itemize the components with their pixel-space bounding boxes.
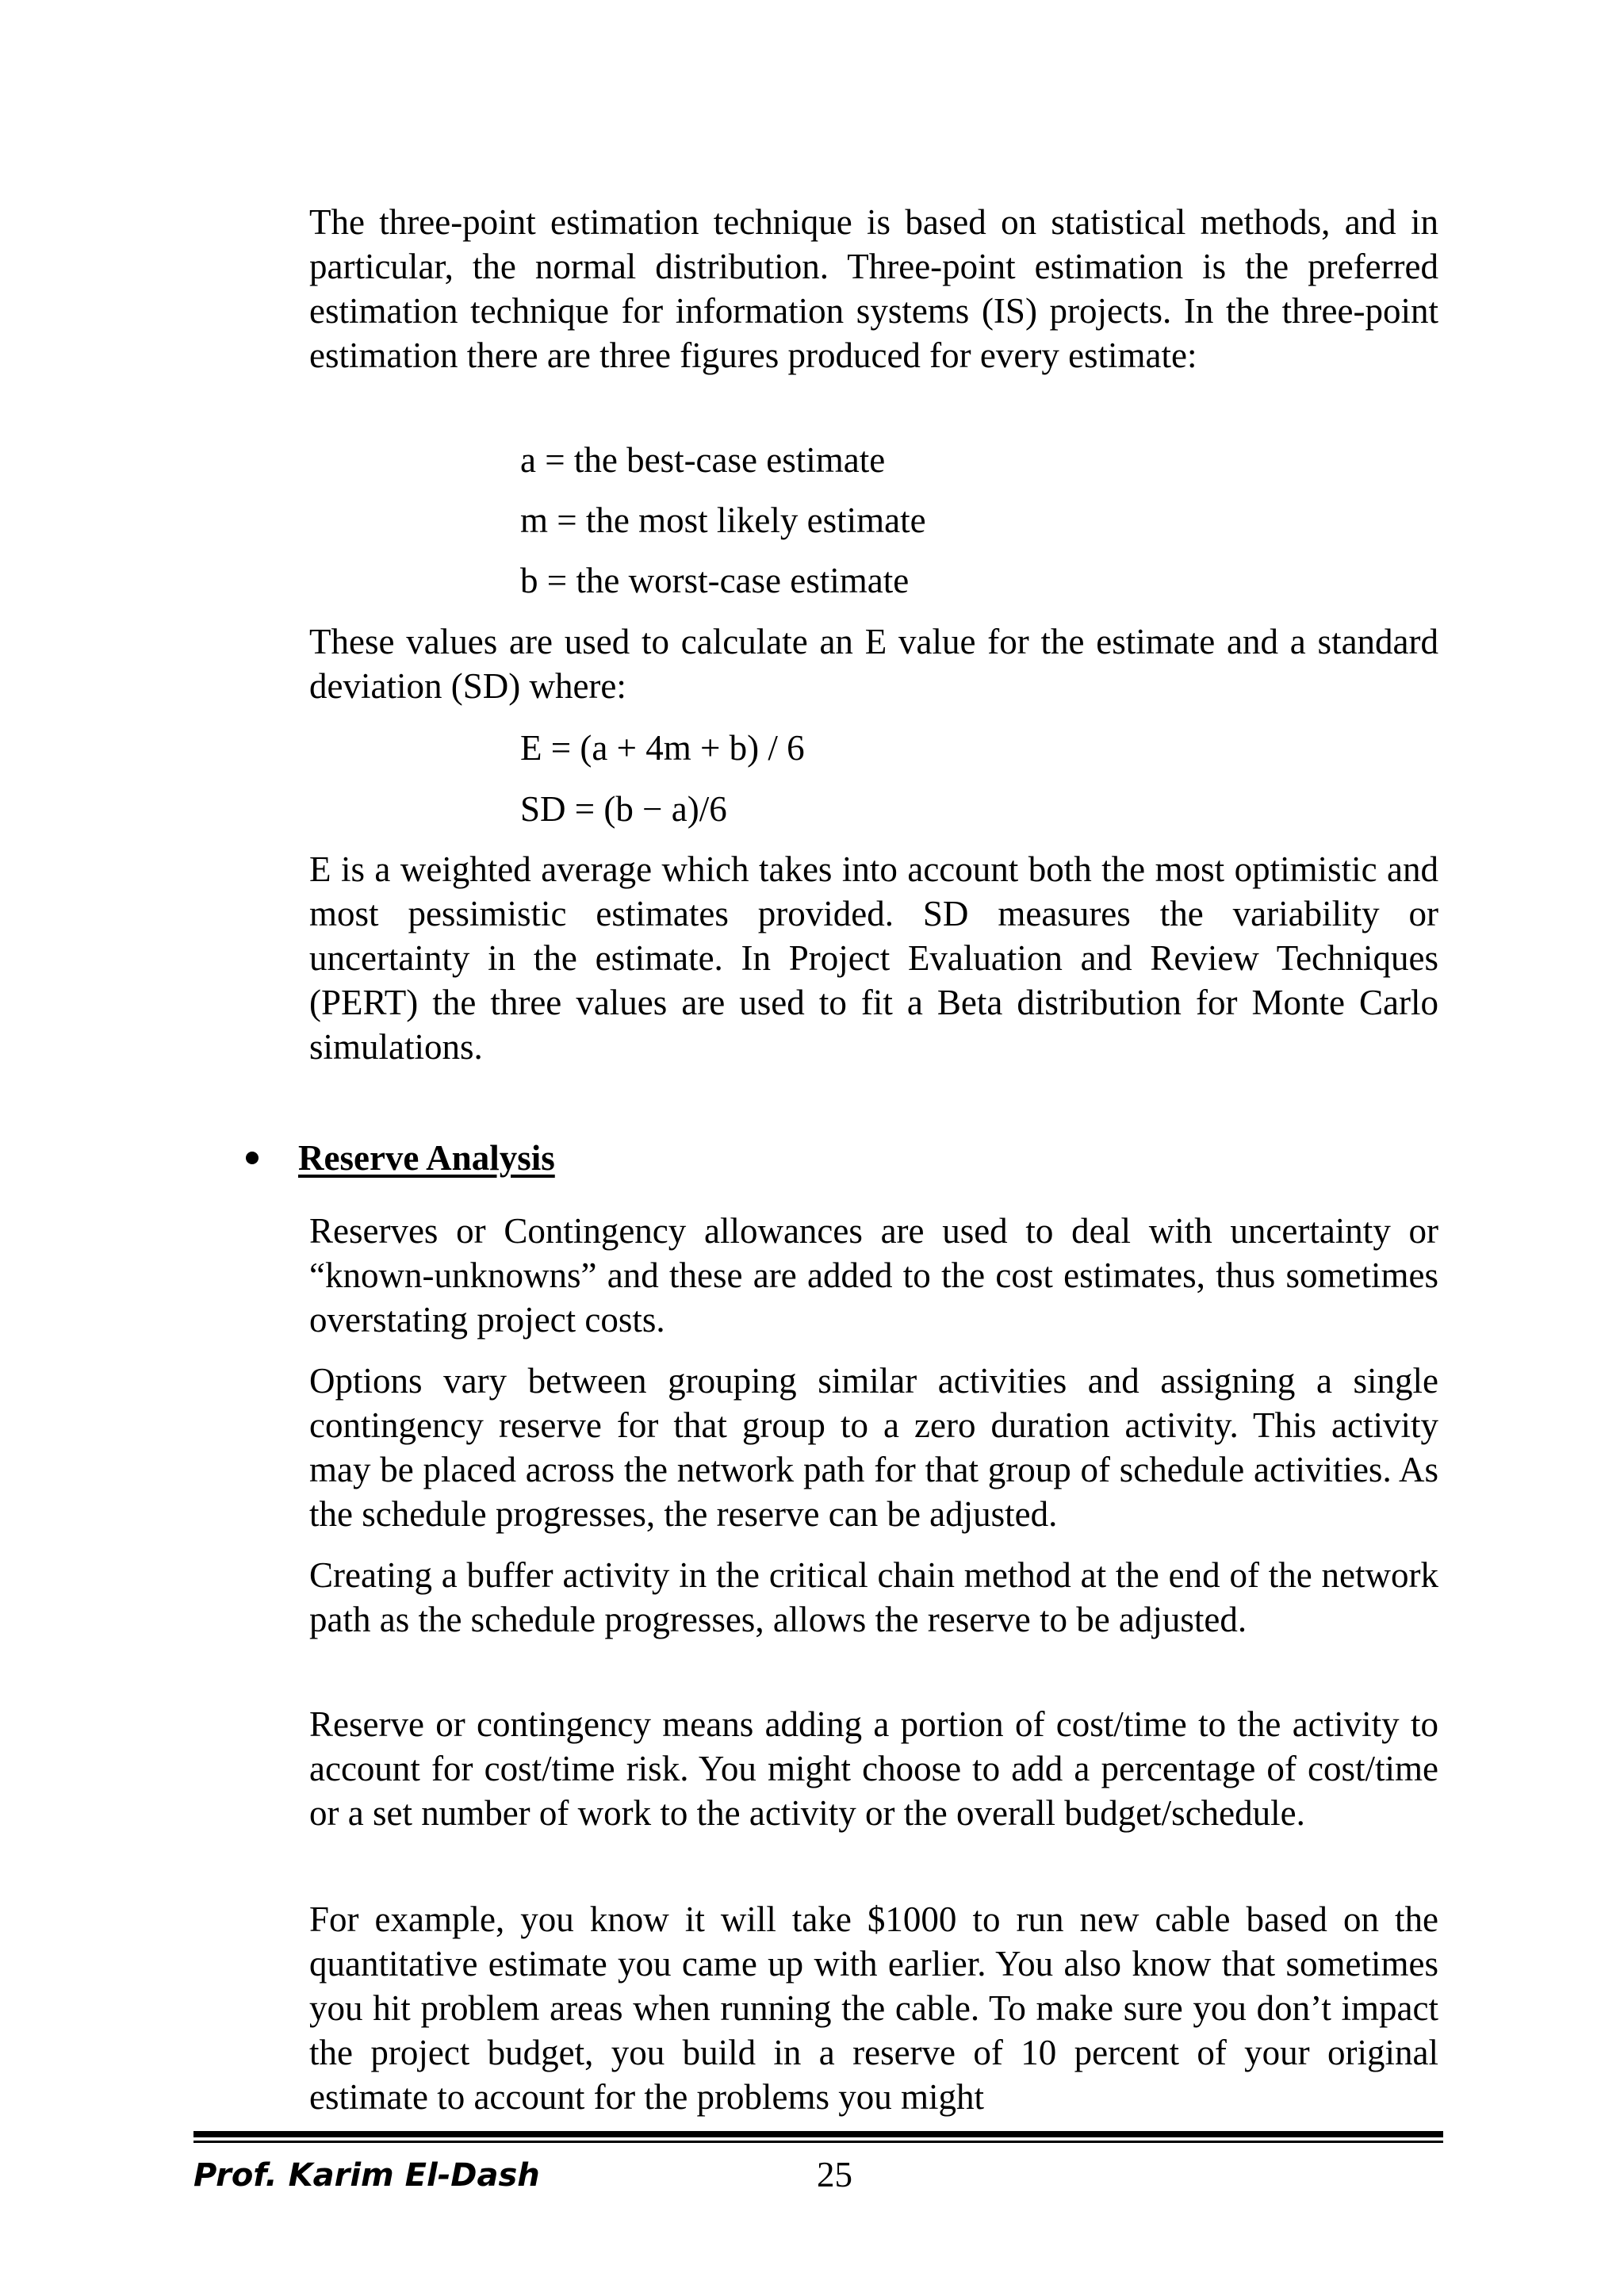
footer-rule-thin — [193, 2141, 1443, 2143]
explanation-paragraph: E is a weighted average which takes into account both the most optimistic and most pessimistic estimates provided. SD measures the variability or uncertainty in the estimate. In Project Evaluation and Review Techniques (PERT) the three values are used to fit a Beta distribution for Monte Carlo simulations. — [309, 849, 1438, 1067]
reserve-paragraph-1: Reserves or Contingency allowances are used to deal with uncertainty or “known-unknowns” and these are added to the cost estimates, thus sometimes overstating project costs. — [309, 1211, 1438, 1340]
reserve-paragraph-3: Creating a buffer activity in the critical chain method at the end of the network path as the schedule progresses, allows the reserve to be adjusted. — [309, 1555, 1438, 1639]
formula-sd: SD = (b − a)/6 — [520, 789, 727, 829]
reserve-analysis-heading: Reserve Analysis — [298, 1138, 555, 1178]
values-paragraph: These values are used to calculate an E value for the estimate and a standard deviation (SD) where: — [309, 622, 1438, 706]
estimate-a: a = the best-case estimate — [520, 440, 886, 480]
page-number: 25 — [817, 2155, 852, 2194]
footer-author: Prof. Karim El-Dash — [193, 2157, 540, 2194]
footer-rule-thick — [193, 2131, 1443, 2137]
estimate-m: m = the most likely estimate — [520, 500, 926, 540]
reserve-paragraph-4: Reserve or contingency means adding a portion of cost/time to the activity to account for cost/time risk. You might choose to add a percentage of cost/time or a set number of work to the activity or the overall budget/schedule. — [309, 1704, 1438, 1833]
intro-paragraph: The three-point estimation technique is based on statistical methods, and in particular, the normal distribution. Three-point estimation is the preferred estimation technique for information systems (IS) projects. In the three-point estimation there are three figures produced for every estimate: — [309, 202, 1438, 375]
bullet-icon — [246, 1152, 259, 1164]
reserve-paragraph-2: Options vary between grouping similar activities and assigning a single contingency reserve for that group to a zero duration activity. This activity may be placed across the network path for that group of schedule activities. As the schedule progresses, the reserve can be adjusted. — [309, 1361, 1438, 1534]
estimate-b: b = the worst-case estimate — [520, 561, 910, 600]
formula-e: E = (a + 4m + b) / 6 — [520, 728, 805, 768]
reserve-paragraph-5: For example, you know it will take $1000 to run new cable based on the quantitative estimate you came up with earlier. You also know that sometimes you hit problem areas when running the cable. To make sure you don’t impact the project budget, you build in a reserve of 10 percent of your original estimate to account for the problems you might — [309, 1899, 1438, 2117]
